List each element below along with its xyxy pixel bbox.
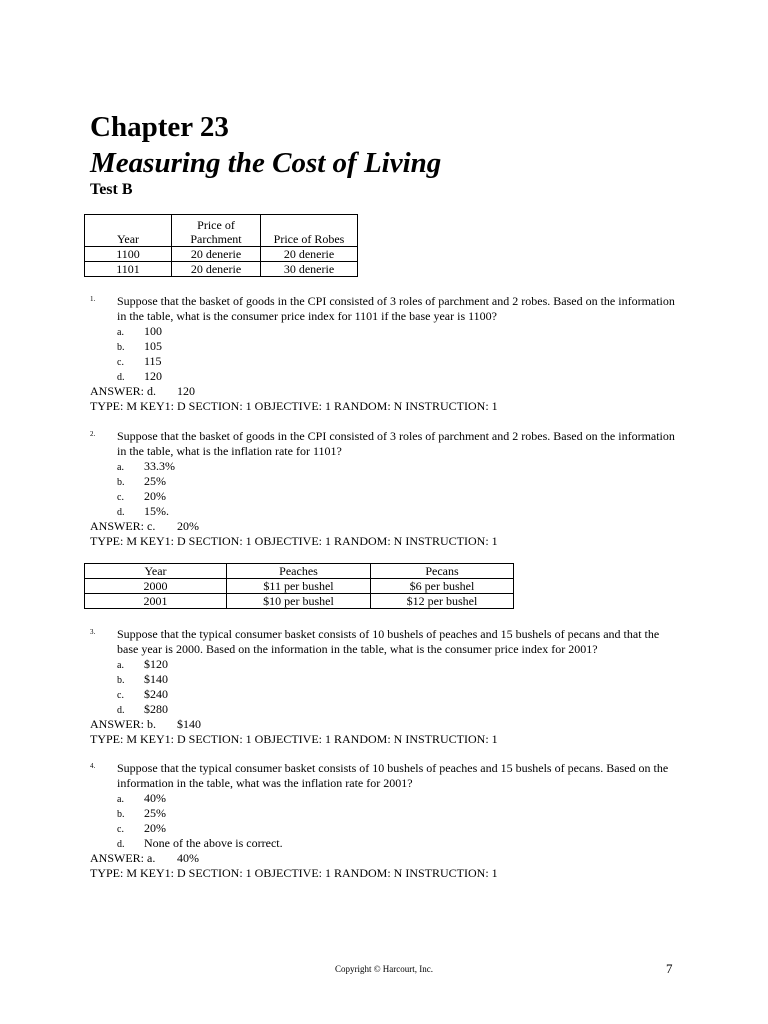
cell-parchment: 20 denerie bbox=[172, 247, 261, 262]
answer-line: ANSWER: d. 120 bbox=[90, 384, 195, 398]
header-year: Year bbox=[85, 564, 227, 579]
option-c: c. 20% bbox=[117, 821, 166, 835]
table-row bbox=[85, 594, 514, 609]
cell-pecans: $12 per bushel bbox=[371, 594, 514, 609]
question-number: 4. bbox=[90, 762, 96, 770]
chapter-title: Chapter 23 bbox=[90, 111, 229, 143]
price-table-parchment-robes bbox=[84, 214, 358, 277]
cell-year: 2001 bbox=[85, 594, 227, 609]
type-line: TYPE: M KEY1: D SECTION: 1 OBJECTIVE: 1 RANDOM: N INSTRUCTION: 1 bbox=[90, 732, 498, 746]
question-number: 1. bbox=[90, 295, 96, 303]
option-a: a. 33.3% bbox=[117, 459, 175, 473]
option-b: b. $140 bbox=[117, 672, 168, 686]
type-line: TYPE: M KEY1: D SECTION: 1 OBJECTIVE: 1 RANDOM: N INSTRUCTION: 1 bbox=[90, 534, 498, 548]
test-label: Test B bbox=[90, 181, 133, 198]
option-a: a. 100 bbox=[117, 324, 162, 338]
question-text: Suppose that the basket of goods in the CPI consisted of 3 roles of parchment and 2 robes. Based on the information in the table, what is the inflation rate for 1101? bbox=[117, 429, 675, 458]
answer-line: ANSWER: a. 40% bbox=[90, 851, 199, 865]
question-text: Suppose that the typical consumer basket consists of 10 bushels of peaches and 15 bushels of pecans and that the base year is 2000. Based on the information in the table, what is the consumer price index for 2001? bbox=[117, 627, 660, 656]
cell-peaches: $11 per bushel bbox=[227, 579, 371, 594]
cell-year: 1101 bbox=[85, 262, 172, 277]
copyright-footer: Copyright © Harcourt, Inc. bbox=[334, 964, 434, 974]
cell-pecans: $6 per bushel bbox=[371, 579, 514, 594]
option-a: a. 40% bbox=[117, 791, 166, 805]
price-table-peaches-pecans bbox=[84, 563, 514, 609]
header-parchment-line2: Parchment bbox=[190, 232, 242, 246]
page-number: 7 bbox=[666, 961, 673, 976]
answer-line: ANSWER: b. $140 bbox=[90, 717, 201, 731]
cell-year: 2000 bbox=[85, 579, 227, 594]
option-c: c. 115 bbox=[117, 354, 162, 368]
option-d: d. 15%. bbox=[117, 504, 169, 518]
question-number: 2. bbox=[90, 430, 96, 438]
question-text: Suppose that the typical consumer basket consists of 10 bushels of peaches and 15 bushels of pecans. Based on the information in the table, what was the inflation rate for 2001? bbox=[117, 761, 669, 790]
question-2 bbox=[90, 429, 690, 549]
type-line: TYPE: M KEY1: D SECTION: 1 OBJECTIVE: 1 RANDOM: N INSTRUCTION: 1 bbox=[90, 399, 498, 413]
question-number: 3. bbox=[90, 628, 96, 636]
option-c: c. $240 bbox=[117, 687, 168, 701]
answer-line: ANSWER: c. 20% bbox=[90, 519, 199, 533]
option-b: b. 25% bbox=[117, 806, 166, 820]
cell-robes: 30 denerie bbox=[261, 262, 358, 277]
table-row bbox=[85, 247, 358, 262]
table-header-row bbox=[85, 564, 514, 579]
cell-year: 1100 bbox=[85, 247, 172, 262]
cell-parchment: 20 denerie bbox=[172, 262, 261, 277]
header-parchment-line1: Price of bbox=[197, 218, 235, 232]
header-year: Year bbox=[85, 215, 172, 247]
option-b: b. 25% bbox=[117, 474, 166, 488]
question-4 bbox=[90, 761, 690, 881]
option-c: c. 20% bbox=[117, 489, 166, 503]
table-row bbox=[85, 262, 358, 277]
question-text: Suppose that the basket of goods in the CPI consisted of 3 roles of parchment and 2 robes. Based on the information in the table, what is the consumer price index for 1101 if the base year is 1100? bbox=[117, 294, 675, 323]
option-d: d. $280 bbox=[117, 702, 168, 716]
option-b: b. 105 bbox=[117, 339, 162, 353]
header-price-parchment bbox=[172, 215, 261, 247]
option-d: d. None of the above is correct. bbox=[117, 836, 283, 850]
chapter-subtitle: Measuring the Cost of Living bbox=[90, 147, 442, 179]
cell-peaches: $10 per bushel bbox=[227, 594, 371, 609]
question-1 bbox=[90, 294, 690, 414]
table-row bbox=[85, 579, 514, 594]
question-3 bbox=[90, 627, 690, 747]
type-line: TYPE: M KEY1: D SECTION: 1 OBJECTIVE: 1 RANDOM: N INSTRUCTION: 1 bbox=[90, 866, 498, 880]
header-pecans: Pecans bbox=[371, 564, 514, 579]
option-d: d. 120 bbox=[117, 369, 162, 383]
cell-robes: 20 denerie bbox=[261, 247, 358, 262]
option-a: a. $120 bbox=[117, 657, 168, 671]
table-header-row bbox=[85, 215, 358, 247]
header-price-robes: Price of Robes bbox=[261, 215, 358, 247]
header-peaches: Peaches bbox=[227, 564, 371, 579]
